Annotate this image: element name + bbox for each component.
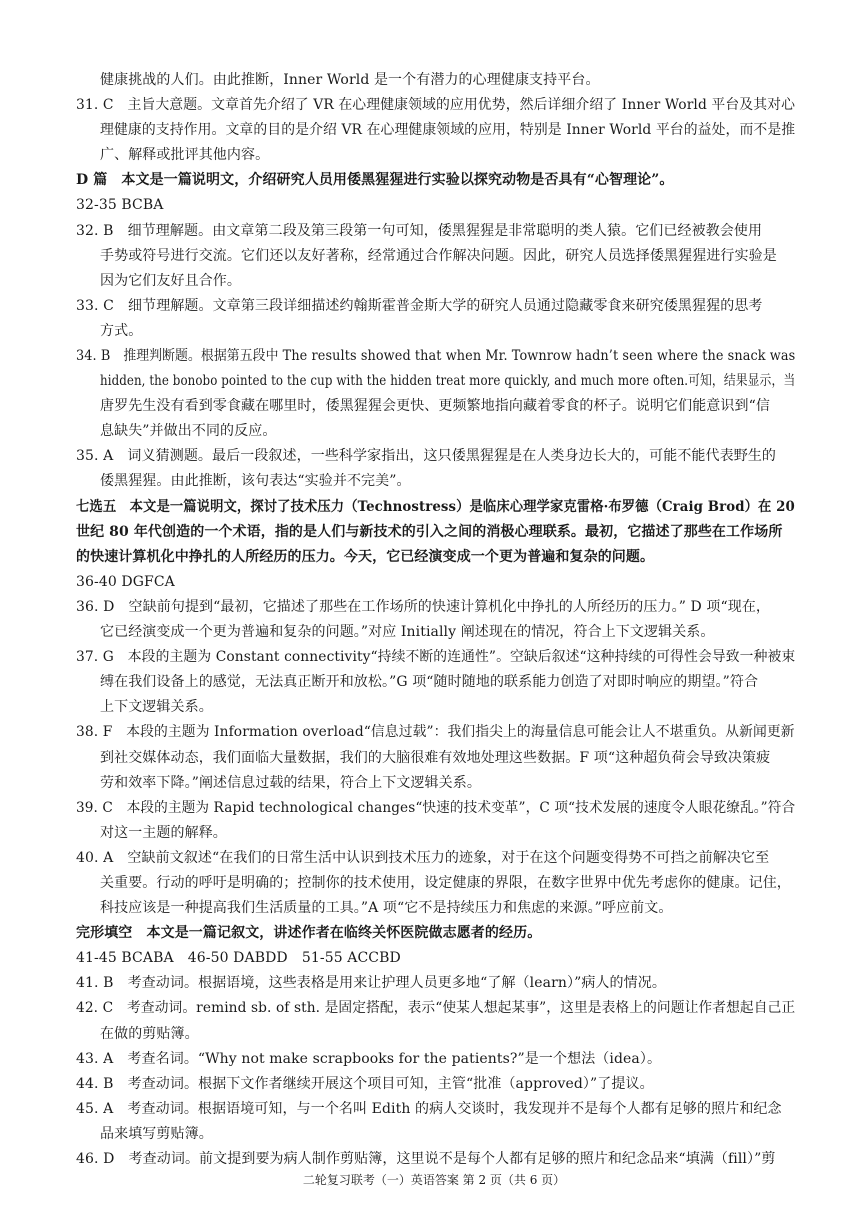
section-heading-d: D 篇 本文是一篇说明文，介绍研究人员用倭黑猩猩进行实验以探究动物是否具有“心智理论”。 [76,172,674,188]
answer-item: 42. C 考查动词。remind sb. of sth. 是固定搭配，表示“使某人想起某事”，这里是表格上的问题让作者想起自己正 [76,1000,796,1016]
answer-item: 36. D 空缺前句提到“最初，它描述了那些在工作场所的快速计算机化中挣扎的人所经历的压力。” D 项“现在， [76,599,771,615]
text-line: 世纪 80 年代创造的一个术语，指的是人们与新技术的引入之间的消极心理联系。最初，它描述了那些在工作场所 [76,524,783,540]
text-line: 唐罗先生没有看到零食藏在哪里时，倭黑猩猩会更快、更频繁地指向藏着零食的杯子。说明它们能意识到“信 [100,398,770,414]
answer-group: 36-40 DGFCA [76,574,175,590]
text-line: 品来填写剪贴簿。 [100,1126,213,1142]
answer-item: 37. G 本段的主题为 Constant connectivity“持续不断的连通性”。空缺后叙述“这种持续的可得性会导致一种被束 [76,649,796,665]
answer-item: 40. A 空缺前文叙述“在我们的日常生活中认识到技术压力的迹象，对于在这个问题变得势不可挡之前解决它至 [76,850,770,866]
text-line: 对这一主题的解释。 [100,825,227,841]
answer-item: 38. F 本段的主题为 Information overload“信息过载”：我们指尖上的海量信息可能会让人不堪重负。从新闻更新 [76,724,795,740]
text-line: 理健康的支持作用。文章的目的是介绍 VR 在心理健康领域的应用，特别是 Inner World 平台的益处，而不是推 [100,122,796,138]
text-line: 缚在我们设备上的感觉，无法真正断开和放松。”G 项“随时随地的联系能力创造了对即时响应的期望。”符合 [100,674,759,690]
answer-item: 44. B 考查动词。根据下文作者继续开展这个项目可知，主管“批准（approved）”了提议。 [76,1076,654,1092]
text-line: 科技应该是一种提高我们生活质量的工具。”A 项“它不是持续压力和焦虑的来源。”呼应前文。 [100,900,673,916]
answer-item: 31. C 主旨大意题。文章首先介绍了 VR 在心理健康领域的应用优势，然后详细介绍了 Inner World 平台及其对心 [76,97,796,113]
text-line: 在做的剪贴簿。 [100,1026,199,1042]
text-line: 到社交媒体动态，我们面临大量数据，我们的大脑很难有效地处理这些数据。F 项“这种超负荷会导致决策疲 [100,750,771,766]
text-line: 倭黑猩猩。由此推断，该句表达“实验并不完美”。 [100,473,411,489]
text-line: 因为它们友好且合作。 [100,273,241,289]
answer-group: 41-45 BCABA 46-50 DABDD 51-55 ACCBD [76,950,401,966]
page-footer: 二轮复习联考（一）英语答案 第 2 页（共 6 页） [302,1173,566,1187]
answer-item: 41. B 考查动词。根据语境，这些表格是用来让护理人员更多地“了解（learn）”病人的情况。 [76,975,666,991]
answer-item: 35. A 词义猜测题。最后一段叙述，一些科学家指出，这只倭黑猩猩是在人类身边长大的，可能不能代表野生的 [76,448,777,464]
section-heading-cloze: 完形填空 本文是一篇记叙文，讲述作者在临终关怀医院做志愿者的经历。 [76,925,542,941]
text-line: 方式。 [100,323,143,339]
answer-item: 32. B 细节理解题。由文章第二段及第三段第一句可知，倭黑猩猩是非常聪明的类人猿。它们已经被教会使用 [76,223,763,239]
text-line: 劳和效率下降。”阐述信息过载的结果，符合上下文逻辑关系。 [100,775,481,791]
text-line: 的快速计算机化中挣扎的人所经历的压力。今天，它已经演变成一个更为普遍和复杂的问题。 [76,549,655,565]
answer-item: 43. A 考查名词。“Why not make scrapbooks for the patients?”是一个想法（idea）。 [76,1051,662,1067]
text-line: 它已经演变成一个更为普遍和复杂的问题。”对应 Initially 阐述现在的情况，符合上下文逻辑关系。 [100,624,715,640]
section-heading-seven-choose-five: 七选五 本文是一篇说明文，探讨了技术压力（Technostress）是临床心理学家克雷格·布罗德（Craig Brod）在 20 [76,499,795,515]
text-line: 手势或符号进行交流。它们还以友好著称，经常通过合作解决问题。因此，研究人员选择倭黑猩猩进行实验是 [100,248,777,264]
answer-item: 39. C 本段的主题为 Rapid technological changes“快速的技术变革”，C 项“技术发展的速度令人眼花缭乱。”符合 [76,800,796,816]
text-line: 息缺失”并做出不同的反应。 [100,423,277,439]
text-line: 广、解释或批评其他内容。 [100,147,270,163]
text-line: 健康挑战的人们。由此推断，Inner World 是一个有潜力的心理健康支持平台。 [100,72,600,88]
answer-item: 33. C 细节理解题。文章第三段详细描述约翰斯霍普金斯大学的研究人员通过隐藏零食来研究倭黑猩猩的思考 [76,298,763,314]
answer-item: 34. B 推理判断题。根据第五段中 The results showed that when Mr. Townrow hadn’t seen where the snack was [76,348,796,364]
text-line: hidden, the bonobo pointed to the cup with the hidden treat more quickly, and much more often.可知，结果显示，当 [100,373,796,389]
answer-group: 32-35 BCBA [76,197,164,213]
text-line: 关重要。行动的呼吁是明确的；控制你的技术使用，设定健康的界限，在数字世界中优先考虑你的健康。记住， [100,875,791,891]
text-line: 上下文逻辑关系。 [100,699,213,715]
answer-item: 45. A 考查动词。根据语境可知，与一个名叫 Edith 的病人交谈时，我发现并不是每个人都有足够的照片和纪念 [76,1101,782,1117]
answer-item: 46. D 考查动词。前文提到要为病人制作剪贴簿，这里说不是每个人都有足够的照片和纪念品来“填满（fill）”剪 [76,1151,776,1167]
